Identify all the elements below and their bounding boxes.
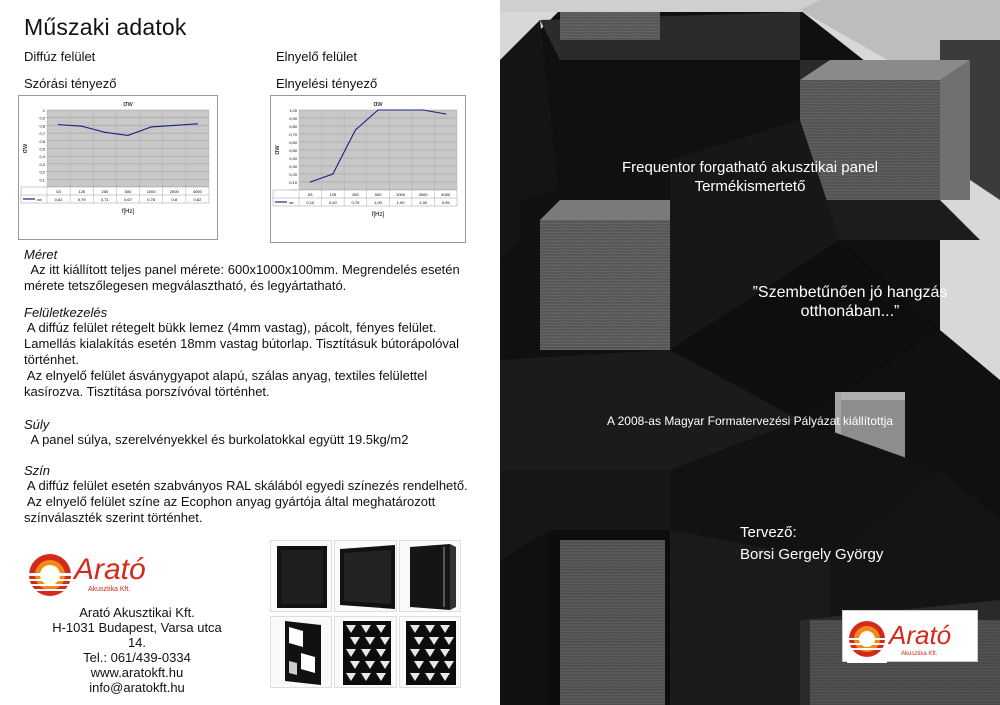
data-label: 0,75 bbox=[351, 200, 360, 205]
x-tick-label: 63 bbox=[56, 189, 61, 194]
y-tick-label: 0,10 bbox=[289, 180, 297, 185]
section-line: Az elnyelő felület ásványgyapot alapú, szálas anyag, textiles felülettel bbox=[24, 368, 428, 383]
arato-logo-mark bbox=[28, 545, 178, 597]
x-tick-label: 250 bbox=[352, 192, 359, 197]
data-point bbox=[151, 126, 152, 127]
right-page bbox=[500, 0, 1000, 705]
panel-photo bbox=[500, 0, 1000, 705]
data-label: 0,81 bbox=[54, 197, 63, 202]
section-size bbox=[24, 247, 494, 294]
y-tick-label: 0,5 bbox=[39, 146, 45, 152]
arato-logo bbox=[28, 545, 178, 597]
thumb-panel-front bbox=[270, 540, 332, 612]
page-title: Műszaki adatok bbox=[24, 14, 187, 40]
y-tick-label: 0,2 bbox=[39, 169, 45, 175]
thumb-panel-diffuser-angled bbox=[399, 616, 461, 688]
product-title: Frequentor forgatható akusztikai panel bbox=[622, 159, 878, 176]
section-line: Az elnyelő felület színe az Ecophon anyag gyártója által meghatározott bbox=[24, 494, 436, 509]
award-text: A 2008-as Magyar Formatervezési Pályázat kiállítottja bbox=[606, 414, 894, 428]
section-color bbox=[24, 463, 494, 526]
scatter-chart bbox=[18, 95, 218, 240]
section-line: A panel súlya, szerelvényekkel és burkolatokkal együtt 19.5kg/m2 bbox=[24, 432, 409, 447]
y-tick-label: 0,9 bbox=[39, 115, 45, 121]
company-name: Arató Akusztikai Kft. bbox=[79, 605, 195, 620]
logo-right-name: Arató bbox=[889, 620, 952, 650]
section-heading: Súly bbox=[24, 417, 50, 432]
section-heading: Szín bbox=[24, 463, 51, 478]
y-tick-label: 0,8 bbox=[39, 123, 45, 129]
y-tick-label: 0,1 bbox=[39, 177, 45, 183]
data-point bbox=[377, 109, 378, 110]
logo-right-sub: Akusztika Kft. bbox=[901, 651, 938, 657]
data-label: 0,8 bbox=[171, 197, 178, 202]
section-line: A diffúz felület esetén szabványos RAL skálából egyedi színezés rendelhető. bbox=[24, 478, 468, 493]
x-tick-label: 500 bbox=[124, 189, 132, 194]
contact-block bbox=[42, 605, 232, 695]
section-line: színválaszték szerint történhet. bbox=[24, 510, 203, 525]
thumb-panel-rotating bbox=[270, 616, 332, 688]
y-tick-label: 0,20 bbox=[289, 172, 297, 177]
y-tick-label: 0,7 bbox=[39, 131, 45, 137]
data-point bbox=[423, 109, 424, 110]
section-line: mérete tetszőlegesen megválasztható, és legyártatható. bbox=[24, 278, 347, 293]
section-line: Az itt kiállított teljes panel mérete: 600x1000x100mm. Megrendelés esetén bbox=[24, 262, 460, 277]
section-surface bbox=[24, 305, 494, 400]
section-heading: Felületkezelés bbox=[24, 305, 108, 320]
absorption-chart-svg bbox=[271, 96, 465, 242]
section-line: kasírozva. Tisztítása porszívóval történhet. bbox=[24, 384, 270, 399]
data-point bbox=[174, 125, 175, 126]
section-heading: Méret bbox=[24, 247, 58, 262]
data-point bbox=[127, 135, 128, 136]
data-label: 0,67 bbox=[124, 197, 132, 202]
data-label: 0,20 bbox=[328, 200, 337, 205]
section-line: történhet. bbox=[24, 352, 79, 367]
data-label: 0,82 bbox=[193, 197, 202, 202]
scatter-chart-svg bbox=[19, 96, 217, 239]
scatter-coefficient-label: Szórási tényező bbox=[24, 76, 117, 91]
y-tick-label: 1 bbox=[42, 108, 45, 113]
x-tick-label: 2000 bbox=[418, 192, 428, 197]
arato-logo-right bbox=[842, 610, 978, 662]
y-tick-label: 0,30 bbox=[289, 164, 297, 169]
address: H-1031 Budapest, Varsa utca 14. bbox=[52, 620, 222, 650]
x-axis-title: f[Hz] bbox=[371, 212, 385, 218]
designer-block bbox=[740, 522, 883, 566]
data-label: 0,95 bbox=[441, 200, 450, 205]
data-label: 0,78 bbox=[147, 197, 156, 202]
y-tick-label: 0,60 bbox=[289, 140, 297, 145]
thumb-panel-side bbox=[399, 540, 461, 612]
email-link[interactable]: info@aratokft.hu bbox=[89, 680, 185, 695]
website-link[interactable]: www.aratokft.hu bbox=[90, 665, 184, 680]
y-tick-label: 0,3 bbox=[39, 161, 45, 167]
data-point bbox=[332, 173, 333, 174]
data-point bbox=[104, 132, 105, 133]
logo-sub-text: Akusztika Kft. bbox=[88, 586, 131, 593]
absorbing-surface-label: Elnyelő felület bbox=[276, 49, 357, 64]
phone: Tel.: 061/439-0334 bbox=[83, 650, 191, 665]
x-tick-label: 2000 bbox=[169, 189, 179, 194]
chart-title: σw bbox=[123, 101, 133, 108]
x-tick-label: 1000 bbox=[396, 192, 406, 197]
x-tick-label: 125 bbox=[78, 189, 86, 194]
quote: ”Szembetűnően jó hangzás otthonában...” bbox=[752, 284, 948, 320]
data-point bbox=[197, 123, 198, 124]
x-tick-label: 4000 bbox=[192, 189, 202, 194]
section-line: Lamellás kialakítás esetén 18mm vastag bútorlap. Tisztításuk bútorápolóval bbox=[24, 336, 460, 351]
y-tick-label: 0,70 bbox=[289, 132, 297, 137]
data-label: 1,00 bbox=[396, 200, 405, 205]
data-point bbox=[58, 124, 59, 125]
designer-label: Tervező: bbox=[740, 524, 797, 541]
x-tick-label: 125 bbox=[329, 192, 337, 197]
thumb-panel-diffuser bbox=[334, 616, 397, 688]
absorption-chart bbox=[270, 95, 466, 243]
data-label: 1,00 bbox=[419, 200, 428, 205]
data-point bbox=[445, 113, 446, 114]
product-title-block bbox=[500, 158, 1000, 196]
data-label: 0,71 bbox=[100, 197, 109, 202]
x-tick-label: 4000 bbox=[441, 192, 451, 197]
y-tick-label: 0,80 bbox=[289, 124, 297, 129]
thumb-panel-angled bbox=[334, 540, 397, 612]
y-axis-title: αw bbox=[274, 145, 281, 155]
y-tick-label: 0,90 bbox=[289, 116, 297, 121]
logo-name-text: Arató bbox=[74, 553, 146, 586]
legend-label: σw bbox=[37, 198, 42, 202]
section-line: A diffúz felület rétegelt bükk lemez (4mm vastag), pácolt, fényes felület. bbox=[24, 320, 437, 335]
data-point bbox=[355, 129, 356, 130]
data-label: 0,10 bbox=[306, 200, 315, 205]
data-point bbox=[400, 109, 401, 110]
data-point bbox=[81, 126, 82, 127]
x-tick-label: 250 bbox=[101, 189, 109, 194]
diffuse-surface-label: Diffúz felület bbox=[24, 49, 96, 64]
product-subtitle: Termékismertető bbox=[694, 178, 806, 195]
chart-title: αw bbox=[373, 101, 383, 108]
data-label: 1,00 bbox=[374, 200, 382, 205]
y-tick-label: 0,6 bbox=[39, 138, 45, 144]
section-weight bbox=[24, 417, 494, 448]
designer-name: Borsi Gergely György bbox=[740, 546, 884, 563]
data-point bbox=[310, 181, 311, 182]
x-tick-label: 500 bbox=[374, 192, 382, 197]
y-axis-title: σw bbox=[22, 143, 29, 154]
x-axis-title: f[Hz] bbox=[121, 209, 135, 215]
x-tick-label: 1000 bbox=[146, 189, 156, 194]
absorption-coefficient-label: Elnyelési tényező bbox=[276, 76, 378, 91]
x-tick-label: 63 bbox=[308, 192, 313, 197]
y-tick-label: 1,00 bbox=[289, 108, 297, 113]
y-tick-label: 0,50 bbox=[289, 148, 297, 153]
data-label: 0,79 bbox=[77, 197, 86, 202]
y-tick-label: 0,4 bbox=[39, 154, 45, 160]
legend-label: αw bbox=[289, 201, 294, 205]
y-tick-label: 0,40 bbox=[289, 156, 297, 161]
arato-logo-right-mark bbox=[843, 611, 979, 663]
